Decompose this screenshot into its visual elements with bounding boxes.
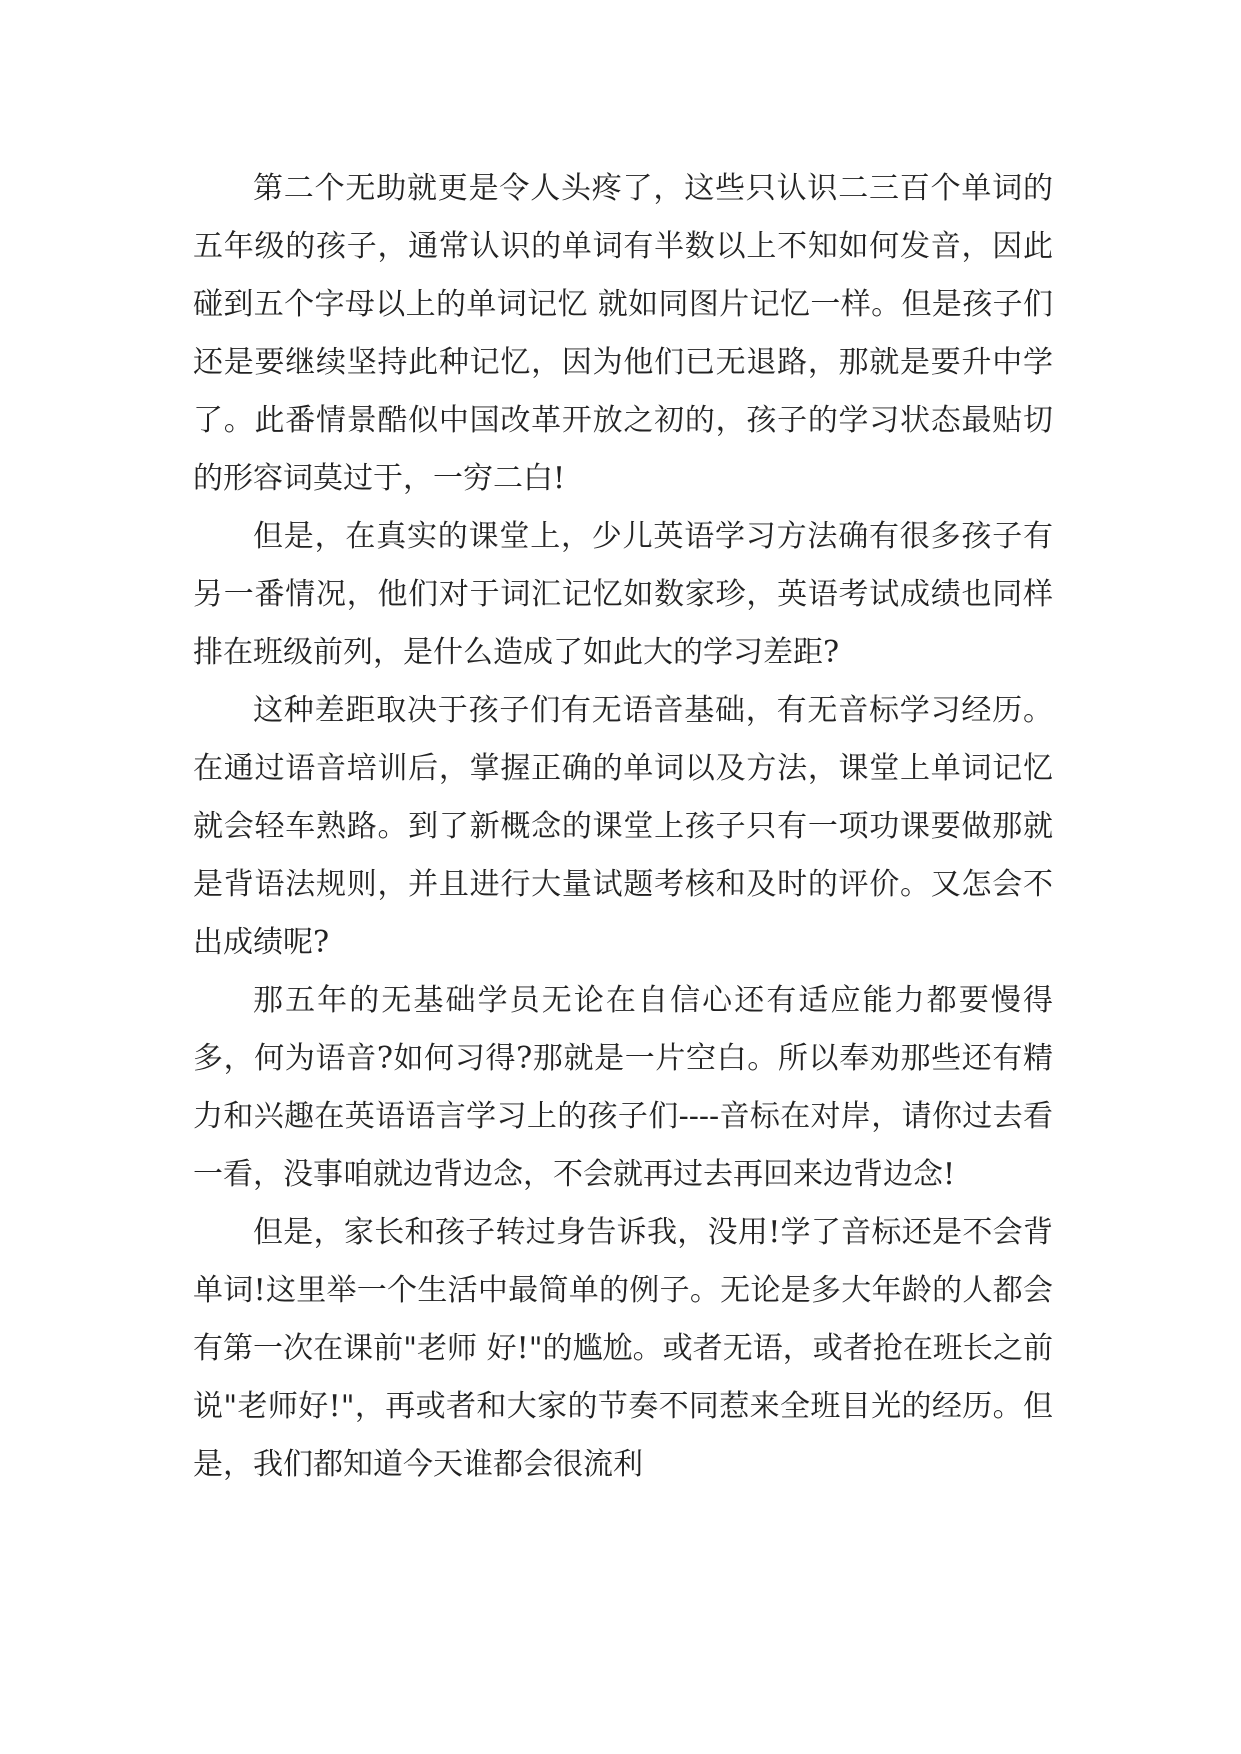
paragraph-5: 但是，家长和孩子转过身告诉我，没用!学了音标还是不会背单词!这里举一个生活中最简单的例子。无论是多大年龄的人都会有第一次在课前"老师 好!"的尴尬。或者无语，或者抢在班长之前说"老师好!"，再或者和大家的节奏不同惹来全班目光的经历。但是，我们都知道今天谁都会很流利	[193, 1215, 1053, 1482]
document-body	[193, 160, 1053, 1494]
paragraph-3: 这种差距取决于孩子们有无语音基础，有无音标学习经历。在通过语音培训后，掌握正确的单词以及方法，课堂上单词记忆就会轻车熟路。到了新概念的课堂上孩子只有一项功课要做那就是背语法规则，并且进行大量试题考核和及时的评价。又怎会不出成绩呢?	[193, 693, 1053, 960]
paragraph-2: 但是，在真实的课堂上，少儿英语学习方法确有很多孩子有另一番情况，他们对于词汇记忆如数家珍，英语考试成绩也同样排在班级前列，是什么造成了如此大的学习差距?	[193, 519, 1053, 670]
paragraph-4: 那五年的无基础学员无论在自信心还有适应能力都要慢得多，何为语音?如何习得?那就是一片空白。所以奉劝那些还有精力和兴趣在英语语言学习上的孩子们----音标在对岸，请你过去看一看，没事咱就边背边念，不会就再过去再回来边背边念!	[193, 983, 1053, 1192]
paragraph-1: 第二个无助就更是令人头疼了，这些只认识二三百个单词的五年级的孩子，通常认识的单词有半数以上不知如何发音，因此碰到五个字母以上的单词记忆 就如同图片记忆一样。但是孩子们还是要继续坚持此种记忆，因为他们已无退路，那就是要升中学了。此番情景酷似中国改革开放之初的，孩子的学习状态最贴切的形容词莫过于，一穷二白!	[193, 171, 1053, 496]
